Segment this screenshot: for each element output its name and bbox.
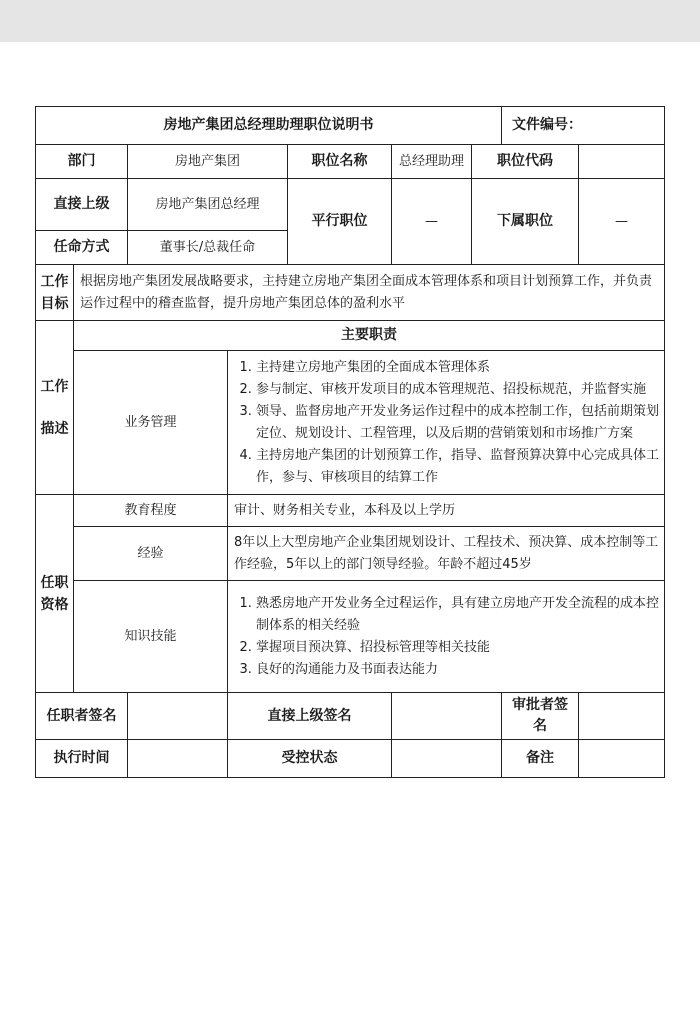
control-status-field[interactable] [392, 740, 502, 778]
superior-sign-label: 直接上级签名 [228, 693, 392, 740]
duty-category: 业务管理 [74, 351, 228, 495]
duty-list [232, 357, 660, 489]
skills-list-cell [228, 581, 665, 693]
code-value [579, 145, 665, 179]
duty-item: 4. 主持房地产集团的计划预算工作，指导、监督预算决算中心完成具体工作，参与、审核项目的结算工作 [256, 445, 660, 489]
description-label [36, 321, 74, 495]
appoint-label: 任命方式 [36, 231, 128, 265]
exec-time-label: 执行时间 [36, 740, 128, 778]
job-description-table [35, 106, 665, 778]
education-label: 教育程度 [74, 495, 228, 527]
duty-item: 2. 参与制定、审核开发项目的成本管理规范、招投标规范，并监督实施 [256, 379, 660, 401]
superior-value: 房地产集团总经理 [128, 179, 288, 231]
duty-list-cell [228, 351, 665, 495]
holder-sign-field[interactable] [128, 693, 228, 740]
holder-sign-label: 任职者签名 [36, 693, 128, 740]
skills-label: 知识技能 [74, 581, 228, 693]
file-number-label: 文件编号： [502, 107, 665, 145]
description-label-bottom: 描述 [40, 420, 69, 437]
job-description-document [35, 106, 664, 778]
objective-text: 根据房地产集团发展战略要求，主持建立房地产集团全面成本管理体系和项目计划预算工作，并负责运作过程中的稽查监督，提升房地产集团总体的盈利水平 [74, 265, 665, 321]
remarks-label: 备注 [502, 740, 579, 778]
experience-label: 经验 [74, 527, 228, 581]
skills-list [232, 593, 660, 681]
objective-label-bottom: 目标 [40, 295, 69, 312]
exec-time-field[interactable] [128, 740, 228, 778]
experience-value: 8年以上大型房地产企业集团规划设计、工程技术、预决算、成本控制等工作经验，5年以上的部门领导经验。年龄不超过45岁 [228, 527, 665, 581]
remarks-field[interactable] [579, 740, 665, 778]
position-label: 职位名称 [288, 145, 392, 179]
position-value: 总经理助理 [392, 145, 472, 179]
document-title: 房地产集团总经理助理职位说明书 [36, 107, 502, 145]
parallel-value: — [392, 179, 472, 265]
skill-item: 3. 良好的沟通能力及书面表达能力 [256, 659, 660, 681]
education-value: 审计、财务相关专业，本科及以上学历 [228, 495, 665, 527]
appoint-value: 董事长/总裁任命 [128, 231, 288, 265]
parallel-label: 平行职位 [288, 179, 392, 265]
qualification-label-top: 任职 [40, 574, 69, 591]
dept-label: 部门 [36, 145, 128, 179]
top-bar [0, 0, 700, 42]
objective-label [36, 265, 74, 321]
control-status-label: 受控状态 [228, 740, 392, 778]
duty-item: 1. 主持建立房地产集团的全面成本管理体系 [256, 357, 660, 379]
superior-sign-field[interactable] [392, 693, 502, 740]
duties-header: 主要职责 [74, 321, 665, 351]
subordinate-value: — [579, 179, 665, 265]
approver-sign-label: 审批者签名 [502, 693, 579, 740]
approver-sign-field[interactable] [579, 693, 665, 740]
dept-value: 房地产集团 [128, 145, 288, 179]
qualification-label [36, 495, 74, 693]
subordinate-label: 下属职位 [472, 179, 579, 265]
qualification-label-bottom: 资格 [40, 596, 69, 613]
objective-label-top: 工作 [40, 273, 69, 290]
code-label: 职位代码 [472, 145, 579, 179]
description-label-top: 工作 [40, 378, 69, 395]
skill-item: 1. 熟悉房地产开发业务全过程运作，具有建立房地产开发全流程的成本控制体系的相关经验 [256, 593, 660, 637]
skill-item: 2. 掌握项目预决算、招投标管理等相关技能 [256, 637, 660, 659]
duty-item: 3. 领导、监督房地产开发业务运作过程中的成本控制工作，包括前期策划定位、规划设计、工程管理，以及后期的营销策划和市场推广方案 [256, 401, 660, 445]
superior-label: 直接上级 [36, 179, 128, 231]
